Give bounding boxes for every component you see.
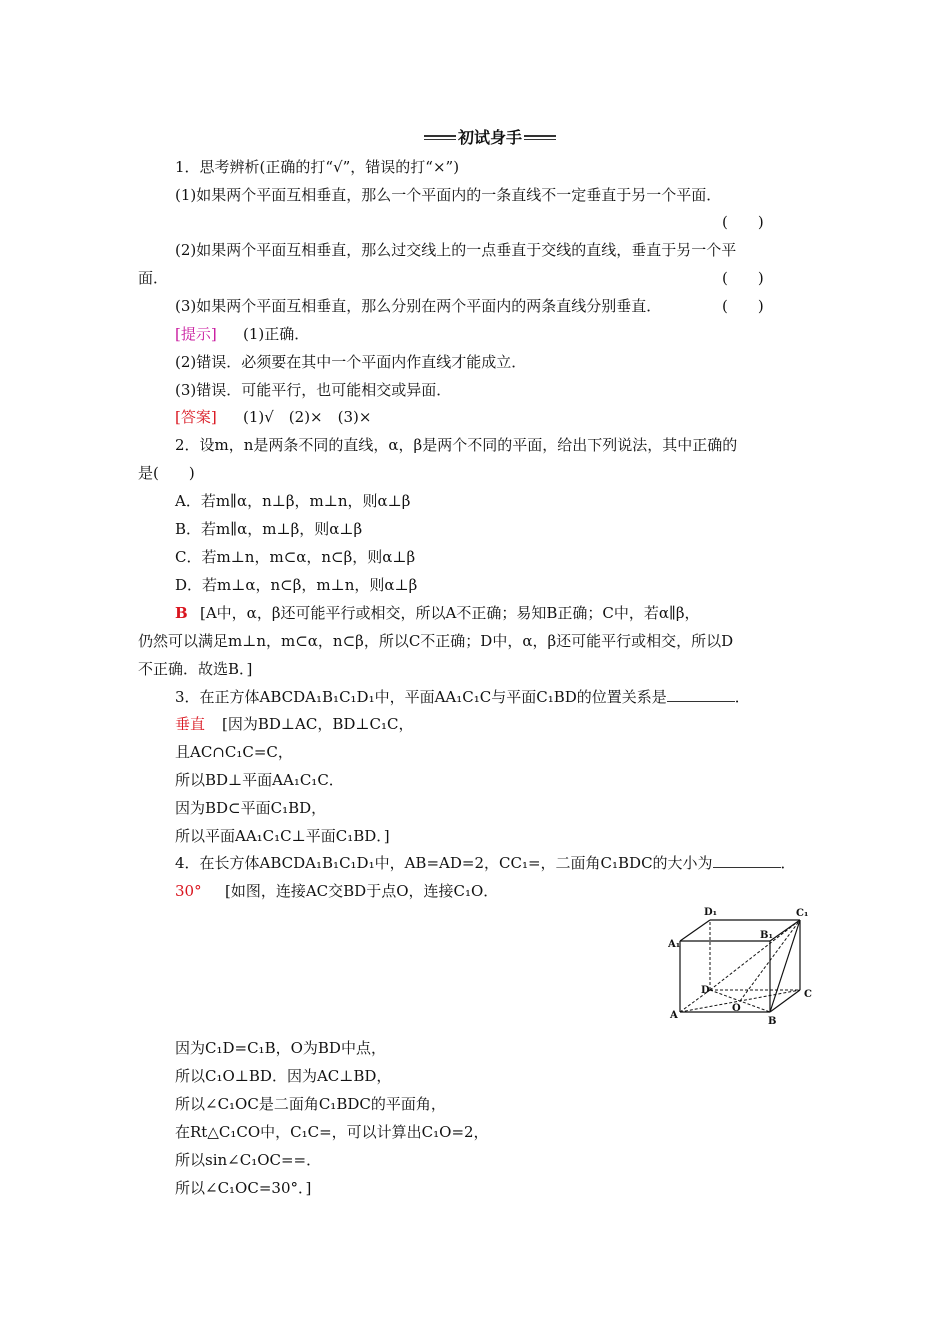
- q3-stem-end: ．: [734, 688, 750, 706]
- q2-answer: B: [175, 604, 188, 622]
- q3-blank: [667, 687, 735, 702]
- label-a1: A₁: [668, 939, 681, 950]
- q1-statement-2: (2)如果两个平面互相垂直，那么过交线上的一点垂直于交线的直线，垂直于另一个平: [175, 241, 737, 259]
- label-a: A: [670, 1010, 678, 1021]
- q4-stem-end: ．: [780, 854, 796, 872]
- q4-explanation-5: 所以sin∠C₁OC==．: [175, 1151, 322, 1169]
- q3-explanation-5: 所以平面AA₁C₁C⊥平面C₁BD．]: [175, 827, 390, 845]
- section-heading: [424, 124, 556, 148]
- q4-explanation-4: 在Rt△C₁CO中，C₁C=，可以计算出C₁O=2，: [175, 1123, 489, 1141]
- q1-answer-paren-2: ( ): [722, 269, 764, 287]
- heading-right-rule-thin: [524, 139, 556, 140]
- label-c: C: [804, 989, 812, 1000]
- q1-hint-tag: [提示]: [175, 325, 217, 343]
- q4-stem-text: 4．在长方体ABCDA₁B₁C₁D₁中，AB=AD=2，CC₁=，二面角C₁BDC的大小为: [175, 854, 713, 872]
- q1-answer: (1)√ (2)× (3)×: [243, 408, 372, 426]
- label-c1: C₁: [796, 908, 809, 919]
- q3-explanation-4: 因为BD⊂平面C₁BD，: [175, 799, 327, 817]
- q2-stem-cont: 是( ): [138, 464, 195, 482]
- q4-explanation-6: 所以∠C₁OC=30°．]: [175, 1179, 312, 1197]
- edge-bc: [770, 990, 800, 1012]
- q4-blank: [713, 853, 781, 868]
- q2-explanation-1: [A中，α，β还可能平行或相交，所以A不正确；易知B正确；C中，若α∥β，: [200, 604, 700, 622]
- edge-b1c1: [770, 920, 800, 941]
- q2-option-c: C．若m⊥n，m⊂α，n⊂β，则α⊥β: [175, 548, 416, 566]
- q4-answer: 30°: [175, 882, 202, 900]
- heading-left-rule-thin: [424, 139, 456, 140]
- cuboid-figure: [668, 906, 818, 1028]
- q3-stem-text: 3．在正方体ABCDA₁B₁C₁D₁中，平面AA₁C₁C与平面C₁BD的位置关系是: [175, 688, 667, 706]
- label-o: O: [732, 1003, 741, 1014]
- q1-hint-1: (1)正确．: [243, 325, 310, 343]
- q4-explanation-0: [如图，连接AC交BD于点O，连接C₁O．: [225, 882, 499, 900]
- edge-a1d1: [680, 920, 710, 941]
- q1-statement-3: (3)如果两个平面互相垂直，那么分别在两个平面内的两条直线分别垂直．: [175, 297, 662, 315]
- q2-option-b: B．若m∥α，m⊥β，则α⊥β: [175, 520, 363, 538]
- q1-answer-paren-1: ( ): [722, 213, 764, 231]
- q4-explanation-3: 所以∠C₁OC是二面角C₁BDC的平面角，: [175, 1095, 446, 1113]
- q4-explanation-2: 所以C₁O⊥BD．因为AC⊥BD，: [175, 1067, 392, 1085]
- heading-left-rule: [424, 135, 456, 137]
- q2-explanation-3: 不正确．故选B．]: [138, 660, 253, 678]
- q1-answer-tag: [答案]: [175, 408, 217, 426]
- q1-hint-2: (2)错误．必须要在其中一个平面内作直线才能成立．: [175, 353, 527, 371]
- segment-dc1: [710, 920, 800, 990]
- q1-statement-1: (1)如果两个平面互相垂直，那么一个平面内的一条直线不一定垂直于另一个平面．: [175, 186, 722, 204]
- label-d1: D₁: [704, 907, 718, 918]
- q3-explanation-3: 所以BD⊥平面AA₁C₁C．: [175, 771, 344, 789]
- q1-hint-3: (3)错误．可能平行，也可能相交或异面．: [175, 381, 452, 399]
- label-b1: B₁: [760, 930, 773, 941]
- q1-statement-2-cont: 面．: [138, 269, 169, 287]
- q1-stem: 1．思考辨析(正确的打“√”，错误的打“×”): [175, 158, 460, 176]
- q4-explanation-1: 因为C₁D=C₁B，O为BD中点，: [175, 1039, 386, 1057]
- edge-c1b: [770, 920, 800, 1012]
- q1-answer-paren-3: ( ): [722, 297, 764, 315]
- q3-answer: 垂直: [175, 715, 206, 733]
- label-d: D: [701, 985, 710, 996]
- heading-right-rule: [524, 135, 556, 137]
- section-heading-text: 初试身手: [457, 128, 522, 147]
- q3-stem: [175, 687, 750, 707]
- q2-stem: 2．设m，n是两条不同的直线，α，β是两个不同的平面，给出下列说法，其中正确的: [175, 436, 738, 454]
- q3-explanation-1: [因为BD⊥AC，BD⊥C₁C，: [222, 715, 414, 733]
- q4-stem: [175, 853, 796, 873]
- q2-explanation-2: 仍然可以满足m⊥n，m⊂α，n⊂β，所以C不正确；D中，α，β还可能平行或相交，所以D: [138, 632, 734, 650]
- q2-option-a: A．若m∥α，n⊥β，m⊥n，则α⊥β: [175, 492, 411, 510]
- label-b: B: [768, 1016, 777, 1027]
- q2-option-d: D．若m⊥α，n⊂β，m⊥n，则α⊥β: [175, 576, 418, 594]
- q3-explanation-2: 且AC∩C₁C=C，: [175, 743, 293, 761]
